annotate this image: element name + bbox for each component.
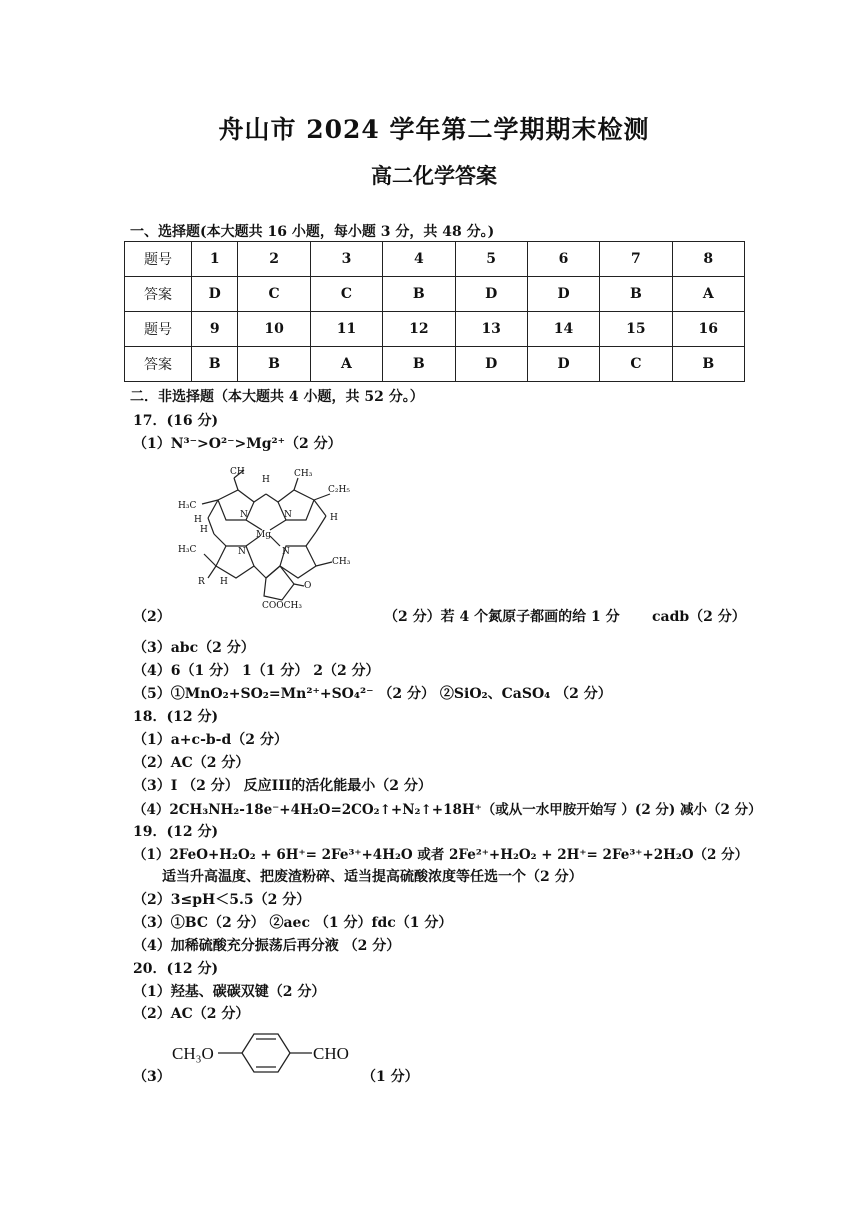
q19-p2: （2）3≤pH＜5.5（2 分） [133,892,311,908]
table-cell: 9 [192,312,238,347]
q20-p3-label: （3） [133,1069,171,1085]
q19-p1: （1）2FeO+H₂O₂ + 6H⁺= 2Fe³⁺+4H₂O 或者 2Fe²⁺+H₂O₂ + 2H⁺= 2Fe³⁺+2H₂O（2 分） [133,847,749,863]
table-cell: 14 [527,312,599,347]
table-cell: 15 [600,312,672,347]
row-label: 答案 [125,347,192,382]
svg-text:N: N [282,547,290,557]
table-cell: C [310,277,382,312]
table-cell: B [383,347,455,382]
table-cell: C [238,277,310,312]
svg-text:N: N [240,510,248,520]
svg-text:N: N [284,510,292,520]
q17-p2-label: （2） [133,609,171,625]
table-cell: 3 [310,242,382,277]
svg-text:CH: CH [230,467,245,477]
section1-heading: 一、选择题(本大题共 16 小题，每小题 3 分，共 48 分。) [130,224,495,240]
q17-p2-text: （2 分）若 4 个氮原子都画的给 1 分 [384,609,620,625]
anisaldehyde-left-group: CH₃O [172,1044,214,1063]
q18-p4: （4）2CH₃NH₂-18e⁻+4H₂O=2CO₂↑+N₂↑+18H⁺（或从一水甲胺开始写 ）(2 分) 减小（2 分） [133,802,762,818]
table-cell: 7 [600,242,672,277]
table-row [125,242,745,277]
table-cell: 12 [383,312,455,347]
q17-label: 17．(16 分) [133,413,219,429]
answer-table [124,241,745,382]
table-cell: B [672,347,744,382]
svg-text:CH₃: CH₃ [294,469,313,479]
table-row [125,312,745,347]
table-cell: 5 [455,242,527,277]
svg-text:H: H [220,577,228,587]
table-cell: C [600,347,672,382]
table-cell: 2 [238,242,310,277]
svg-text:Mg: Mg [256,530,271,540]
q18-p3: （3）I （2 分） 反应III的活化能最小（2 分） [133,778,432,794]
table-row [125,277,745,312]
table-cell: 10 [238,312,310,347]
row-label: 答案 [125,277,192,312]
q20-p3-score: （1 分） [362,1069,419,1085]
table-cell: 8 [672,242,744,277]
table-cell: 11 [310,312,382,347]
table-cell: D [192,277,238,312]
q19-p3: （3）①BC（2 分） ②aec （1 分）fdc（1 分） [133,915,453,931]
q18-label: 18．(12 分) [133,709,219,725]
table-cell: D [455,347,527,382]
q20-label: 20．(12 分) [133,961,219,977]
table-cell: B [383,277,455,312]
q20-p2: （2）AC（2 分） [133,1006,250,1022]
q20-p1: （1）羟基、碳碳双键（2 分） [133,984,326,1000]
chlorophyll-structure [170,462,370,612]
svg-text:H₃C: H₃C [178,501,197,511]
q17-p2-extra: cadb（2 分） [652,609,746,625]
q17-p1: （1）N³⁻>O²⁻>Mg²⁺（2 分） [133,436,342,452]
table-cell: 13 [455,312,527,347]
svg-text:R: R [198,577,205,587]
svg-text:COOCH₃: COOCH₃ [262,601,302,611]
table-cell: 4 [383,242,455,277]
svg-text:H: H [200,525,208,535]
table-cell: D [527,277,599,312]
svg-text:CH₃: CH₃ [332,557,351,567]
page-subtitle: 高二化学答案 [371,163,497,188]
row-label: 题号 [125,242,192,277]
svg-text:H: H [330,513,338,523]
table-cell: A [310,347,382,382]
q17-p3: （3）abc（2 分） [133,640,255,656]
q19-p1b: 适当升高温度、把废渣粉碎、适当提高硫酸浓度等任选一个（2 分） [162,869,583,885]
q17-p5: （5）①MnO₂+SO₂=Mn²⁺+SO₄²⁻ （2 分） ②SiO₂、CaSO₄ （2 分） [133,686,612,702]
table-cell: B [192,347,238,382]
benzene-ring-icon [218,1030,318,1080]
svg-text:O: O [304,581,312,591]
table-cell: D [527,347,599,382]
q19-p4: （4）加稀硫酸充分振荡后再分液 （2 分） [133,938,401,954]
row-label: 题号 [125,312,192,347]
svg-text:H: H [262,475,270,485]
svg-text:H₃C: H₃C [178,545,197,555]
table-row [125,347,745,382]
table-cell: A [672,277,744,312]
section2-heading: 二．非选择题（本大题共 4 小题，共 52 分。） [130,389,424,405]
q19-label: 19．(12 分) [133,824,219,840]
table-cell: B [238,347,310,382]
q18-p1: （1）a+c-b-d（2 分） [133,732,288,748]
table-cell: B [600,277,672,312]
svg-text:C₂H₅: C₂H₅ [328,485,350,495]
svg-text:N: N [238,547,246,557]
table-cell: D [455,277,527,312]
q18-p2: （2）AC（2 分） [133,755,250,771]
table-cell: 6 [527,242,599,277]
svg-text:H: H [194,515,202,525]
anisaldehyde-right-group: CHO [313,1044,349,1063]
q17-p4: （4）6（1 分） 1（1 分） 2（2 分） [133,663,380,679]
table-cell: 1 [192,242,238,277]
table-cell: 16 [672,312,744,347]
page-title: 舟山市 2024 学年第二学期期末检测 [218,115,650,144]
